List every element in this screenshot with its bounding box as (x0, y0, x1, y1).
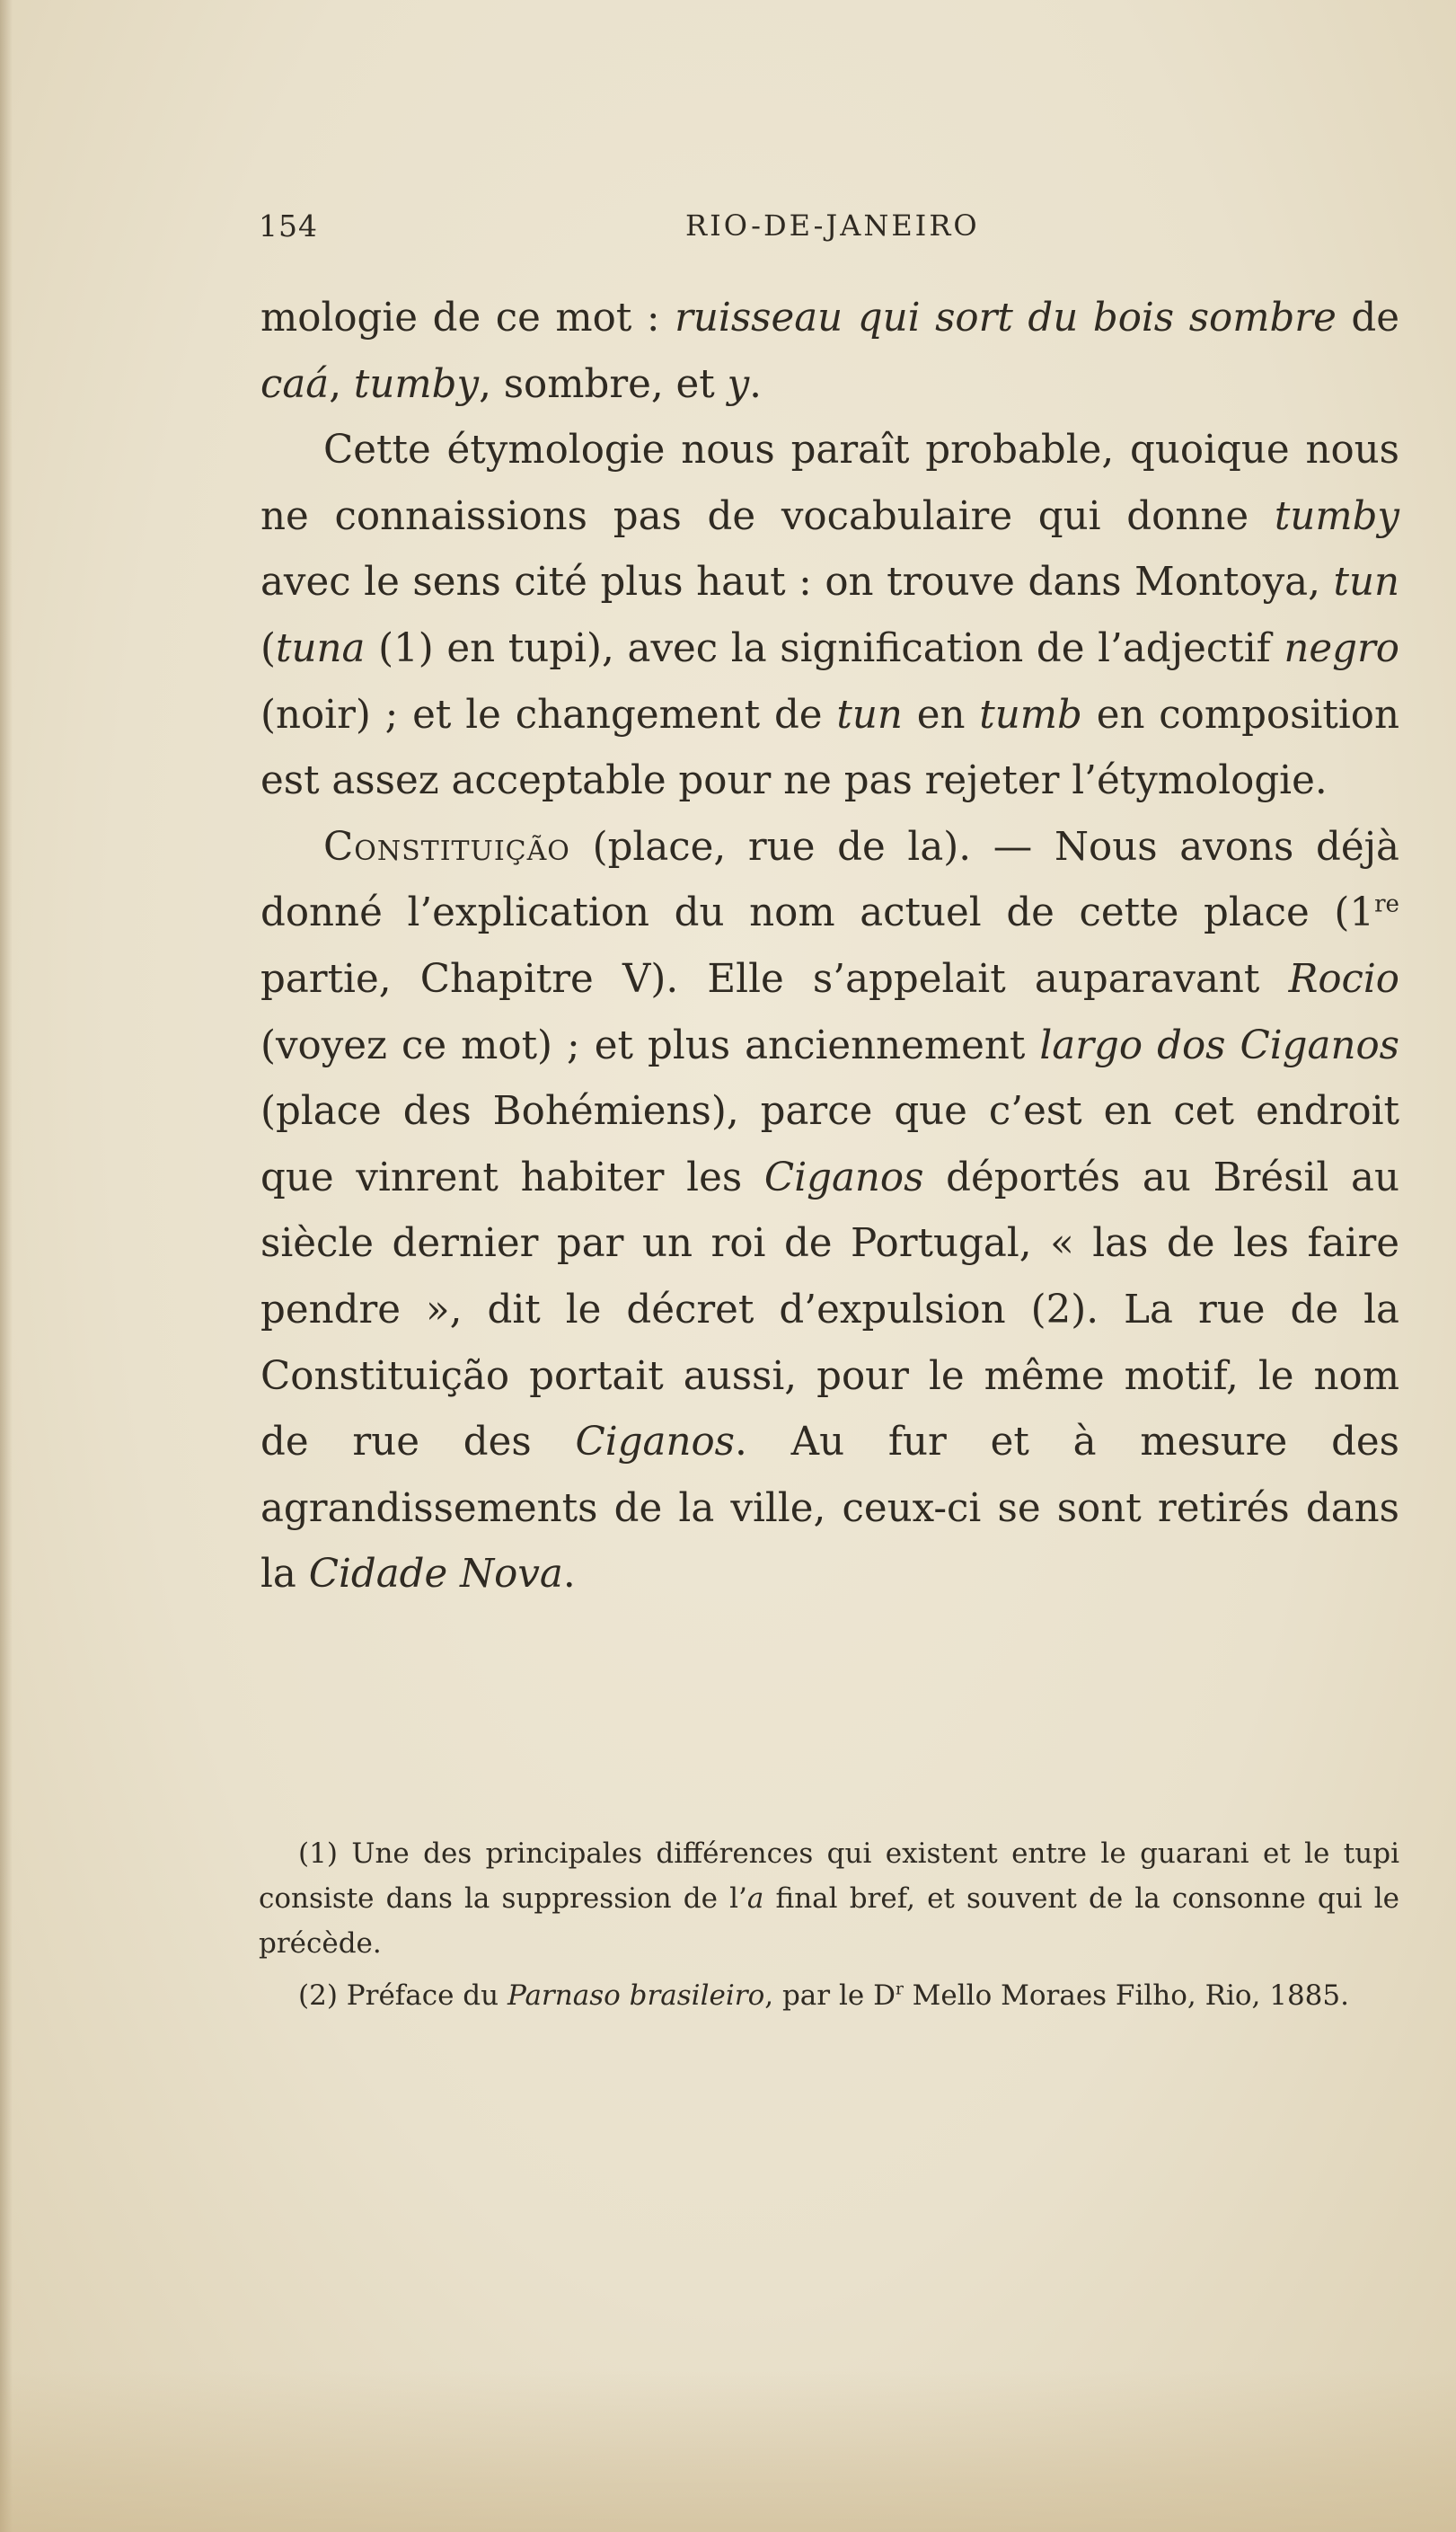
running-header (259, 208, 1399, 253)
paragraph-2: Cette étymologie nous paraît probable, quoique nous ne connaissions pas de vocabulaire qui donne tumby avec le sens cité plus haut : on trouve dans Montoya, tun (tuna (1) en tupi), avec la signification de l’adjectif negro (noir) ; et le changement de tun en tumb en composition est assez acceptable pour ne pas rejeter l’étymologie. (260, 428, 1399, 804)
paragraph-1: mologie de ce mot : ruisseau qui sort du bois sombre de caá, tumby, sombre, et y. (260, 296, 1399, 407)
page-number: 154 (259, 208, 318, 243)
entry-heading: Constituição (323, 824, 570, 870)
running-title: RIO-DE-JANEIRO (685, 208, 980, 243)
main-text (260, 286, 1399, 1608)
footnote-1: (1) Une des principales différences qui existent entre le guarani et le tupi consiste dans la suppression de l’a final bref, et souvent de la consonne qui le précède. (259, 1837, 1399, 1960)
page-edge-shadow (0, 0, 13, 2532)
footnote-2: (2) Préface du Parnaso brasileiro, par le $D^r$ Mello Moraes Filho, Rio, 1885. (298, 1979, 1349, 2012)
paragraph-3: Constituição (place, rue de la). — Nous avons déjà donné l’explication du nom actuel de cette place (1re partie, Chapitre V). Elle s’appelait auparavant Rocio (voyez ce mot) ; et plus anciennement largo dos Ciganos (place des Bohémiens), parce que c’est en cet endroit que vinrent habiter les Ciganos déportés au Brésil au siècle dernier par un roi de Portugal, « las de les faire pendre », dit le décret d’expulsion (2). La rue de la Constituição portait aussi, pour le même motif, le nom de rue des Ciganos. Au fur et à mesure des agrandissements de la ville, ceux-ci se sont retirés dans la Cidade Nova. (260, 824, 1399, 1598)
footnotes (259, 1831, 1399, 2018)
